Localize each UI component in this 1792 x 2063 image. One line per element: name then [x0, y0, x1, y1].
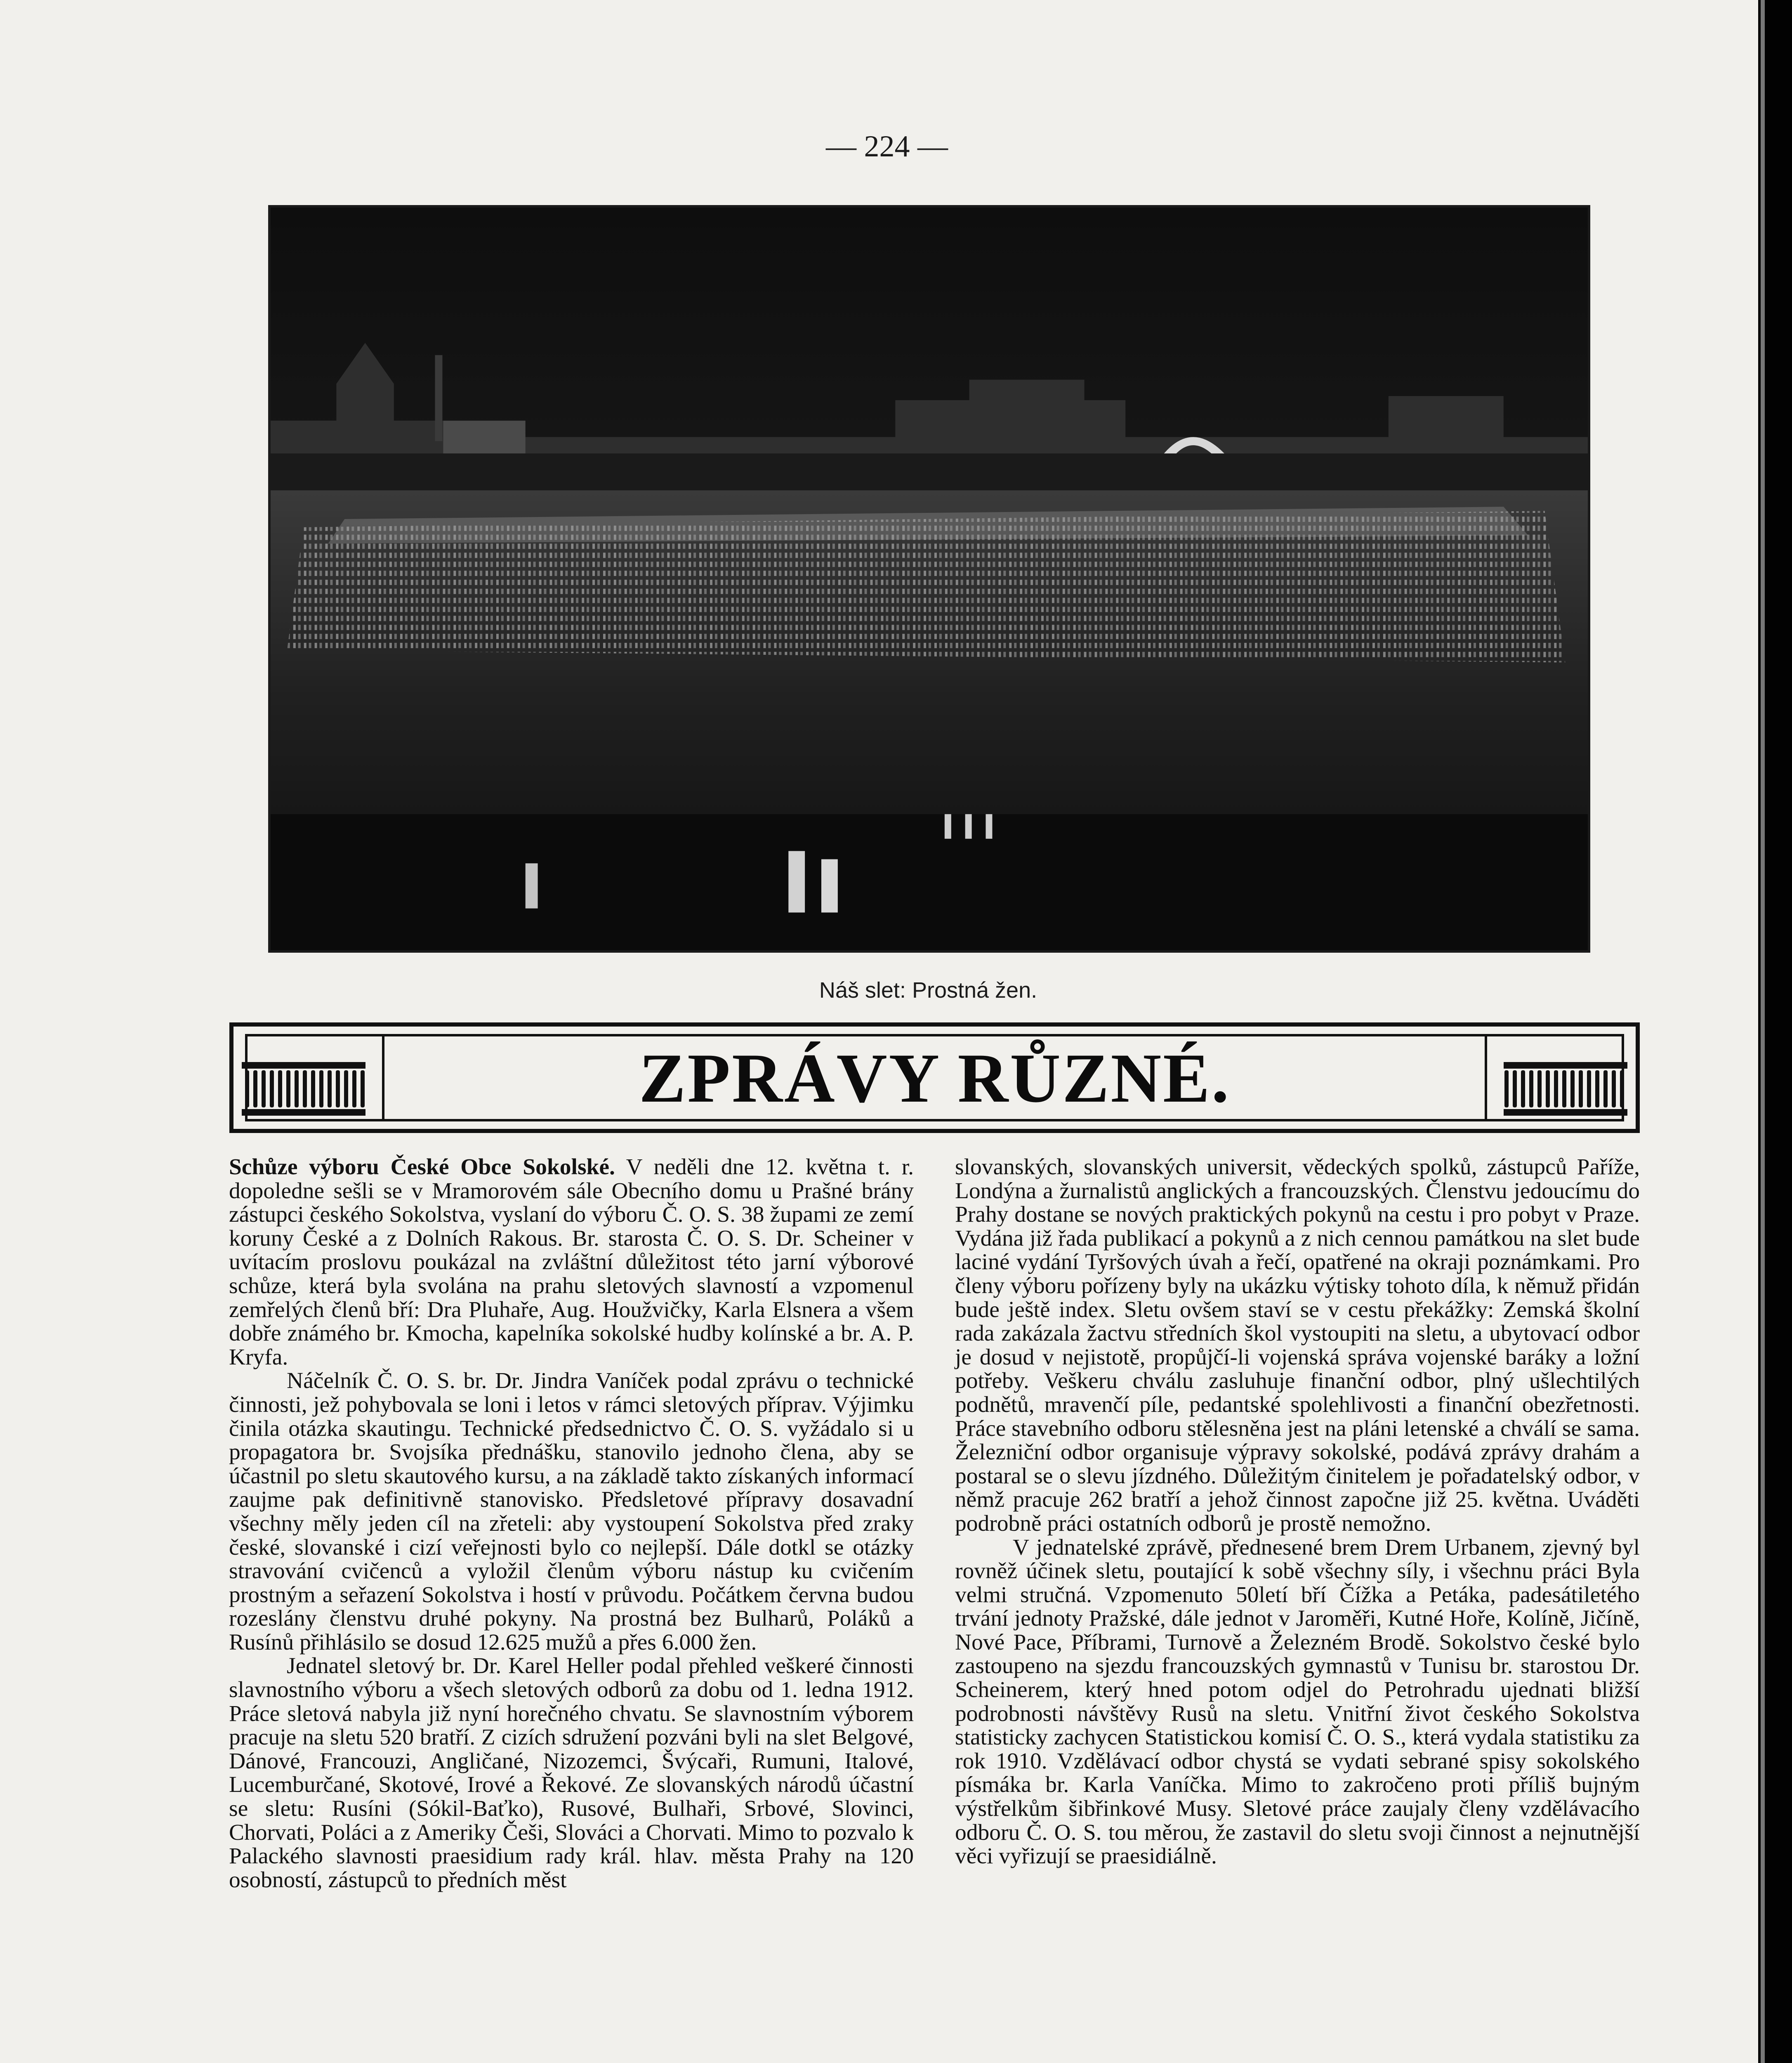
paragraph [955, 1536, 1640, 1868]
paragraph [229, 1369, 914, 1654]
photo-women-calisthenics [268, 205, 1590, 953]
paragraph-lead: Schůze výboru České Obce Sokolské. [229, 1154, 615, 1180]
paragraph-text: V neděli dne 12. května t. r. dopoledne sešli se v Mramorovém sále Obecního domu u Prašné brány zástupci českého Sokolstva, vyslaní do výboru Č. O. S. 38 župami ze zemí koruny České a z Dolních Rakous. Br. starosta Č. O. S. Dr. Scheiner v uvítacím proslovu poukázal na zvláštní důležitost této jarní výborové schůze, která byla svolána na prahu sletových slavností a vzpomenul zemřelých členů bří: Dra Pluhaře, Aug. Houžvičky, Karla Elsnera a všem dobře známého br. Kmocha, kapelníka sokolské hudby kolínské a br. A. P. Kryfa. [229, 1154, 914, 1370]
section-title: ZPRÁVY RŮZNÉ. [639, 1039, 1231, 1117]
scan-edge-line [1761, 0, 1765, 2063]
balustrade-ornament-left [242, 1062, 365, 1116]
photo-caption: Náš slet: Prostná žen. [819, 978, 1037, 1003]
paragraph [229, 1155, 914, 1369]
paragraph [229, 1654, 914, 1892]
page-number: — 224 — [826, 130, 948, 163]
article-column-right [955, 1155, 1640, 2063]
balustrade-ornament-right [1504, 1062, 1627, 1116]
paragraph-text: Jednatel sletový br. Dr. Karel Heller podal přehled veškeré činnosti slavnostního výboru a všech sletových odborů za dobu od 1. ledna 1912. Práce sletová nabyla již nyní horečného chvatu. Se slavnostním výborem pracuje na sletu 520 bratří. Z cizích sdružení pozváni byli na slet Belgové, Dánové, Francouzi, Angličané, Nizozemci, Švýcaři, Rumuni, Italové, Lucemburčané, Skotové, Irové a Řekové. Ze slovanských národů účastní se sletu: Rusíni (Sókil-Baťko), Rusové, Bulhaři, Srbové, Slovinci, Chorvati, Poláci a z Ameriky Češi, Slováci a Chorvati. Mimo to pozvalo k Palackého slavnosti praesidium rady král. hlav. města Prahy na 120 osobností, zástupců to předních měst [229, 1653, 914, 1893]
article-column-left [229, 1155, 914, 2063]
paragraph-text: Náčelník Č. O. S. br. Dr. Jindra Vaníček podal zprávu o technické činnosti, jež pohybovala se loni i letos v rámci sletových příprav. Výjimku činila otázka skautingu. Technické předsednictvo Č. O. S. vyžádalo si u propagatora br. Svojsíka přednášku, stanovilo jednoho člena, aby se účastnil po sletu skautového kursu, a na základě takto získaných informací zaujme pak definitivně stanovisko. Předsletové přípravy dosavadní všechny měly jeden cíl na zřeteli: aby vystoupení Sokolstva před zraky české, slovanské i cizí veřejnosti bylo co nejlepší. Dále dotkl se otázky stravování cvičenců a vyložil členům výboru nástup ku cvičením prostným a seřazení Sokolstva i hostí v průvodu. Počátkem června budou rozeslány členstvu druhé pokyny. Na prostná bez Bulharů, Poláků a Rusínů přihlásilo se dosud 12.625 mužů a přes 6.000 žen. [229, 1368, 914, 1655]
paragraph [955, 1155, 1640, 1536]
section-banner [229, 1022, 1640, 1133]
paragraph-text: slovanských, slovanských universit, vědeckých spolků, zástupců Paříže, Londýna a žurnalistů anglických a francouzských. Členstvu jedoucímu do Prahy dostane se nových praktických pokynů na cestu i pro pobyt v Praze. Vydána již řada publikací a pokynů a z nich cennou památkou na slet bude laciné vydání Tyršových úvah a řečí, opatřené na okraji poznámkami. Pro členy výboru pořízeny byly na ukázku výtisky tohoto díla, k němuž přidán bude ještě index. Sletu ovšem staví se v cestu překážky: Zemská školní rada zakázala žactvu středních škol vystoupiti na sletu, a ubytovací odbor je dosud v nejistotě, propůjčí-li vojenská správa vojenské baráky a ložní potřeby. Veškeru chválu zasluhuje finanční odbor, plný ušlechtilých podnětů, mravenčí píle, pedantské spolehlivosti a finanční obezřetnosti. Práce stavebního odboru stělesněna jest na pláni letenské a chválí se sama. Železniční odbor organisuje výpravy sokolské, podává zprávy drahám a postaral se o slevu jízdného. Důležitým činitelem je pořadatelský odbor, v němž pracuje 262 bratří a jehož činnost započne již 25. května. Uváděti podrobně práci ostatních odborů je prostě nemožno. [955, 1154, 1640, 1536]
paragraph-text: V jednatelské zprávě, přednesené brem Drem Urbanem, zjevný byl rovněž účinek sletu, poutající k sobě všechny síly, i všechnu práci Byla velmi stručná. Vzpomenuto 50letí bří Čížka a Petáka, padesátiletého trvání jednoty Pražské, dále jednot v Jaroměři, Kutné Hoře, Kolíně, Jičíně, Nové Pace, Příbrami, Turnově a Železném Brodě. Sokolstvo české bylo zastoupeno na sjezdu francouzských gymnastů v Tunisu br. starostou Dr. Scheinerem, který hned potom odjel do Petrohradu ujednati bližší podrobnosti návštěvy Rusů na sletu. Vnitřní život českého Sokolstva statisticky zachycen Statistickou komisí Č. O. S., která vydala statistiku za rok 1910. Vzdělávací odbor chystá se vydati sebrané spisy sokolského písmáka br. Karla Vaníčka. Mimo to zakročeno proti příliš bujným výstřelkům šibřinkové Musy. Sletové práce zaujaly členy vzdělávacího odboru Č. O. S. tou měrou, že zastavil do sletu svoji činnost a nejnutnější věci vyřizují se praesidiálně. [955, 1534, 1640, 1869]
